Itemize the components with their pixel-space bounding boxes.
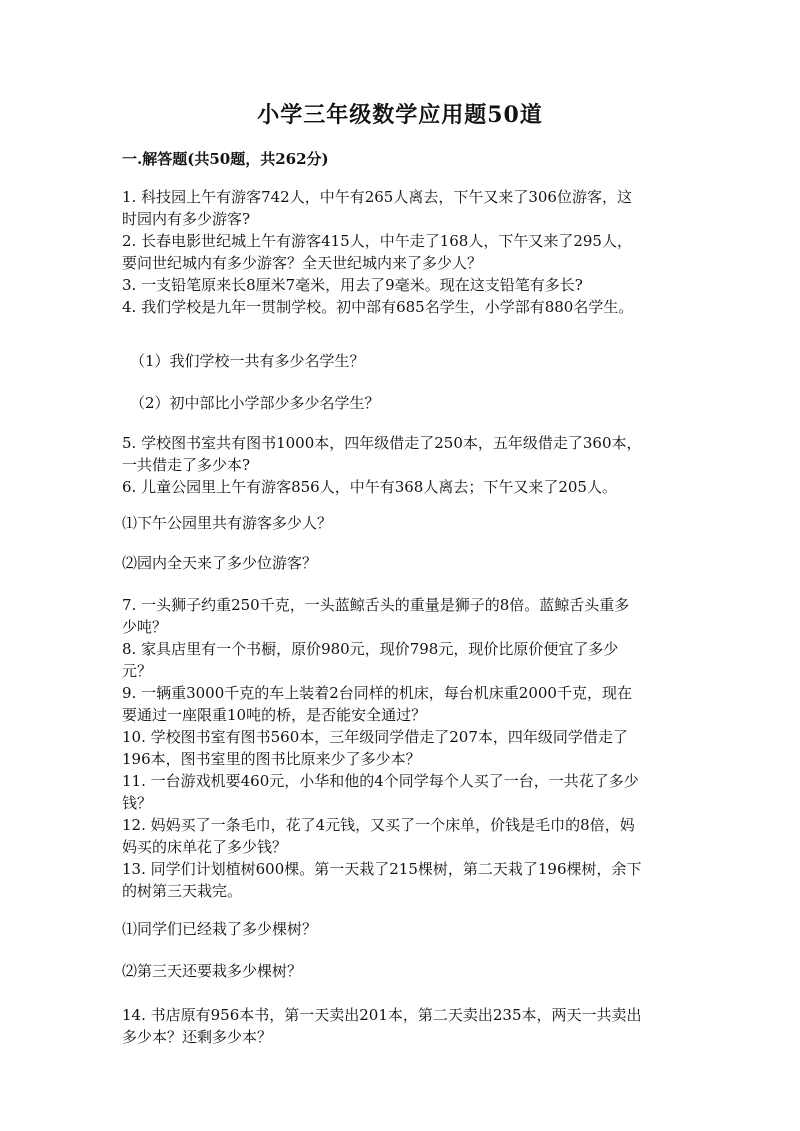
q9-line-2: 要通过一座限重10吨的桥，是否能安全通过？ (122, 706, 427, 724)
q2-line-1: 2. 长春电影世纪城上午有游客415人，中午走了168人，下午又来了295人， (122, 232, 632, 250)
q10-line-1: 10. 学校图书室有图书560本，三年级同学借走了207本，四年级同学借走了 (122, 728, 628, 746)
q4-sub-2: （2）初中部比小学部少多少名学生？ (130, 394, 380, 412)
q7-line-2: 少吨？ (122, 618, 168, 636)
page-title: 小学三年级数学应用题50道 (257, 102, 543, 128)
q3-line-1: 3. 一支铅笔原来长8厘米7毫米，用去了9毫米。现在这支铅笔有多长? (122, 276, 583, 294)
q13-sub-1: ⑴同学们已经栽了多少棵树？ (122, 920, 318, 938)
q1-line-2: 时园内有多少游客? (122, 210, 251, 228)
q5-line-2: 一共借走了多少本? (122, 456, 251, 474)
q13-line-1: 13. 同学们计划植树600棵。第一天栽了215棵树，第二天栽了196棵树，余下 (122, 860, 642, 878)
q1-line-1: 1. 科技园上午有游客742人，中午有265人离去，下午又来了306位游客，这 (122, 188, 632, 206)
q7-line-1: 7. 一头狮子约重250千克，一头蓝鲸舌头的重量是狮子的8倍。蓝鲸舌头重多 (122, 596, 630, 614)
q11-line-1: 11. 一台游戏机要460元，小华和他的4个同学每个人买了一台，一共花了多少 (122, 772, 639, 790)
q9-line-1: 9. 一辆重3000千克的车上装着2台同样的机床，每台机床重2000千克，现在 (122, 684, 632, 702)
q13-line-2: 的树第三天栽完。 (122, 882, 243, 900)
q14-line-1: 14. 书店原有956本书，第一天卖出201本，第二天卖出235本，两天一共卖出 (122, 1006, 642, 1024)
q6-line-1: 6. 儿童公园里上午有游客856人，中午有368人离去；下午又来了205人。 (122, 478, 617, 496)
q14-line-2: 多少本？还剩多少本？ (122, 1028, 273, 1046)
q4-sub-1: （1）我们学校一共有多少名学生？ (130, 352, 365, 370)
q8-line-1: 8. 家具店里有一个书橱，原价980元，现价798元，现价比原价便宜了多少 (122, 640, 619, 658)
q13-sub-2: ⑵第三天还要栽多少棵树？ (122, 962, 303, 980)
section-heading: 一.解答题(共50题，共262分) (122, 150, 329, 168)
q10-line-2: 196本，图书室里的图书比原来少了多少本？ (122, 750, 421, 768)
q12-line-1: 12. 妈妈买了一条毛巾，花了4元钱，又买了一个床单，价钱是毛巾的8倍，妈 (122, 816, 635, 834)
q2-line-2: 要问世纪城内有多少游客？全天世纪城内来了多少人？ (122, 254, 483, 272)
q12-line-2: 妈买的床单花了多少钱？ (122, 838, 288, 856)
q4-line-1: 4. 我们学校是九年一贯制学校。初中部有685名学生，小学部有880名学生。 (122, 298, 634, 316)
q5-line-1: 5. 学校图书室共有图书1000本，四年级借走了250本，五年级借走了360本， (122, 434, 642, 452)
q6-sub-2: ⑵园内全天来了多少位游客？ (122, 554, 318, 572)
q11-line-2: 钱？ (122, 794, 153, 812)
q6-sub-1: ⑴下午公园里共有游客多少人？ (122, 514, 333, 532)
q8-line-2: 元？ (122, 662, 153, 680)
